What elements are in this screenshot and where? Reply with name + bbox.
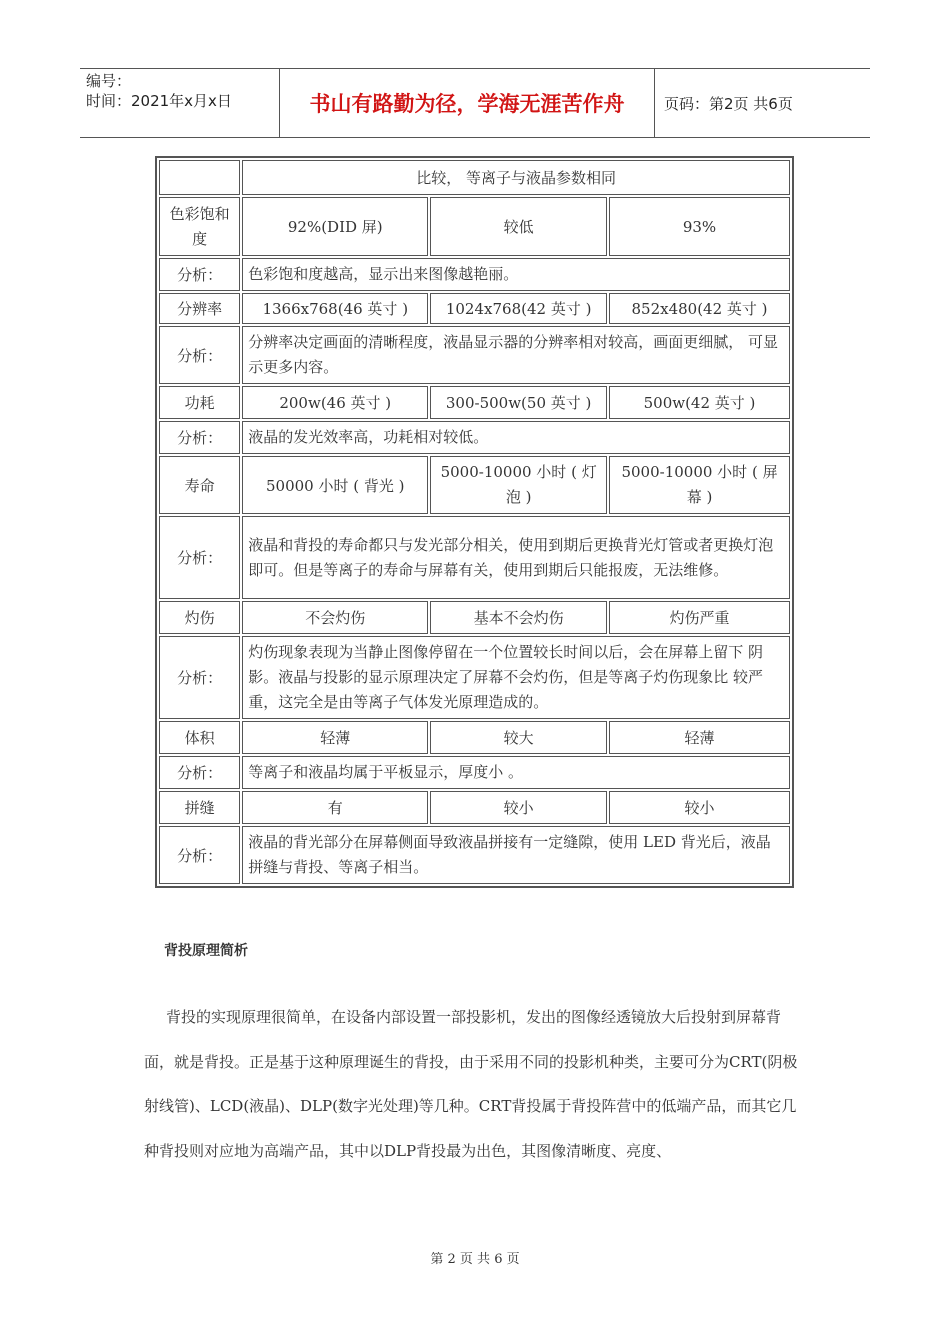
row-label: 寿命 (159, 456, 240, 514)
header-page-info: 页码：第2页 共6页 (664, 94, 793, 113)
value-plasma: 灼伤严重 (609, 601, 790, 634)
analysis-label: 分析： (159, 421, 240, 454)
analysis-row (159, 421, 790, 454)
page-header (80, 68, 870, 138)
value-lcd: 92%(DID 屏) (242, 197, 428, 256)
value-plasma: 5000-10000 小时 ( 屏幕 ) (609, 456, 790, 514)
value-lcd: 有 (242, 791, 428, 824)
value-rear-projection: 1024x768(42 英寸 ) (430, 293, 607, 324)
row-label: 功耗 (159, 386, 240, 419)
header-motto: 书山有路勤为径，学海无涯苦作舟 (280, 69, 655, 137)
value-rear-projection: 较低 (430, 197, 607, 256)
analysis-text: 色彩饱和度越高，显示出来图像越艳丽。 (242, 258, 790, 291)
header-meta (80, 69, 280, 137)
value-plasma: 852x480(42 英寸 ) (609, 293, 790, 324)
table-row (159, 456, 790, 514)
table-row (159, 197, 790, 256)
value-plasma: 轻薄 (609, 721, 790, 754)
table-row (159, 601, 790, 634)
section-title: 背投原理简析 (164, 943, 248, 959)
value-lcd: 轻薄 (242, 721, 428, 754)
table-row (159, 721, 790, 754)
analysis-label: 分析： (159, 636, 240, 719)
value-lcd: 不会灼伤 (242, 601, 428, 634)
value-lcd: 1366x768(46 英寸 ) (242, 293, 428, 324)
value-rear-projection: 300-500w(50 英寸 ) (430, 386, 607, 419)
value-rear-projection: 5000-10000 小时 ( 灯泡 ) (430, 456, 607, 514)
analysis-label: 分析： (159, 516, 240, 599)
table-header-row (159, 160, 790, 195)
row-label: 拼缝 (159, 791, 240, 824)
analysis-text: 液晶的发光效率高，功耗相对较低。 (242, 421, 790, 454)
analysis-text: 分辨率决定画面的清晰程度，液晶显示器的分辨率相对较高，画面更细腻， 可显示更多内容。 (242, 326, 790, 384)
table-header-note: 比较， 等离子与液晶参数相同 (242, 160, 790, 195)
value-lcd: 200w(46 英寸 ) (242, 386, 428, 419)
analysis-row (159, 636, 790, 719)
analysis-row (159, 756, 790, 789)
value-rear-projection: 基本不会灼伤 (430, 601, 607, 634)
row-label: 色彩饱和度 (159, 197, 240, 256)
table-row (159, 293, 790, 324)
table-row (159, 791, 790, 824)
analysis-text: 灼伤现象表现为当静止图像停留在一个位置较长时间以后，会在屏幕上留下 阴影。液晶与投影的显示原理决定了屏幕不会灼伤，但是等离子灼伤现象比 较严重，这完全是由等离子气体发光原理造成的。 (242, 636, 790, 719)
analysis-row (159, 826, 790, 884)
value-rear-projection: 较小 (430, 791, 607, 824)
analysis-row (159, 516, 790, 599)
value-rear-projection: 较大 (430, 721, 607, 754)
row-label: 体积 (159, 721, 240, 754)
analysis-row (159, 258, 790, 291)
analysis-text: 等离子和液晶均属于平板显示，厚度小 。 (242, 756, 790, 789)
row-label: 灼伤 (159, 601, 240, 634)
analysis-row (159, 326, 790, 384)
analysis-label: 分析： (159, 826, 240, 884)
analysis-label: 分析： (159, 326, 240, 384)
analysis-label: 分析： (159, 756, 240, 789)
document-number-label: 编号： (86, 72, 132, 90)
table-row (159, 386, 790, 419)
value-plasma: 93% (609, 197, 790, 256)
row-label: 分辨率 (159, 293, 240, 324)
table-cell-empty (159, 160, 240, 195)
value-lcd: 50000 小时 ( 背光 ) (242, 456, 428, 514)
paragraph-text: 背投的实现原理很简单，在设备内部设置一部投影机，发出的图像经透镜放大后投射到屏幕背面，就是背投。正是基于这种原理诞生的背投，由于采用不同的投影机种类，主要可分为CRT(阴极射线管)、LCD(液晶)、DLP(数字光处理)等几种。CRT背投属于背投阵营中的低端产品，而其它几种背投则对应地为高端产品，其中以DLP背投最为出色，其图像清晰度、亮度、 (144, 1008, 798, 1160)
document-time-label: 时间：2021年x月x日 (86, 92, 232, 110)
value-plasma: 较小 (609, 791, 790, 824)
comparison-table (155, 156, 794, 888)
body-paragraph (144, 995, 810, 1173)
page-footer: 第 2 页 共 6 页 (430, 1252, 520, 1267)
analysis-text: 液晶的背光部分在屏幕侧面导致液晶拼接有一定缝隙，使用 LED 背光后，液晶拼缝与背投、等离子相当。 (242, 826, 790, 884)
analysis-text: 液晶和背投的寿命都只与发光部分相关，使用到期后更换背光灯管或者更换灯泡即可。但是等离子的寿命与屏幕有关，使用到期后只能报废，无法维修。 (242, 516, 790, 599)
analysis-label: 分析： (159, 258, 240, 291)
value-plasma: 500w(42 英寸 ) (609, 386, 790, 419)
